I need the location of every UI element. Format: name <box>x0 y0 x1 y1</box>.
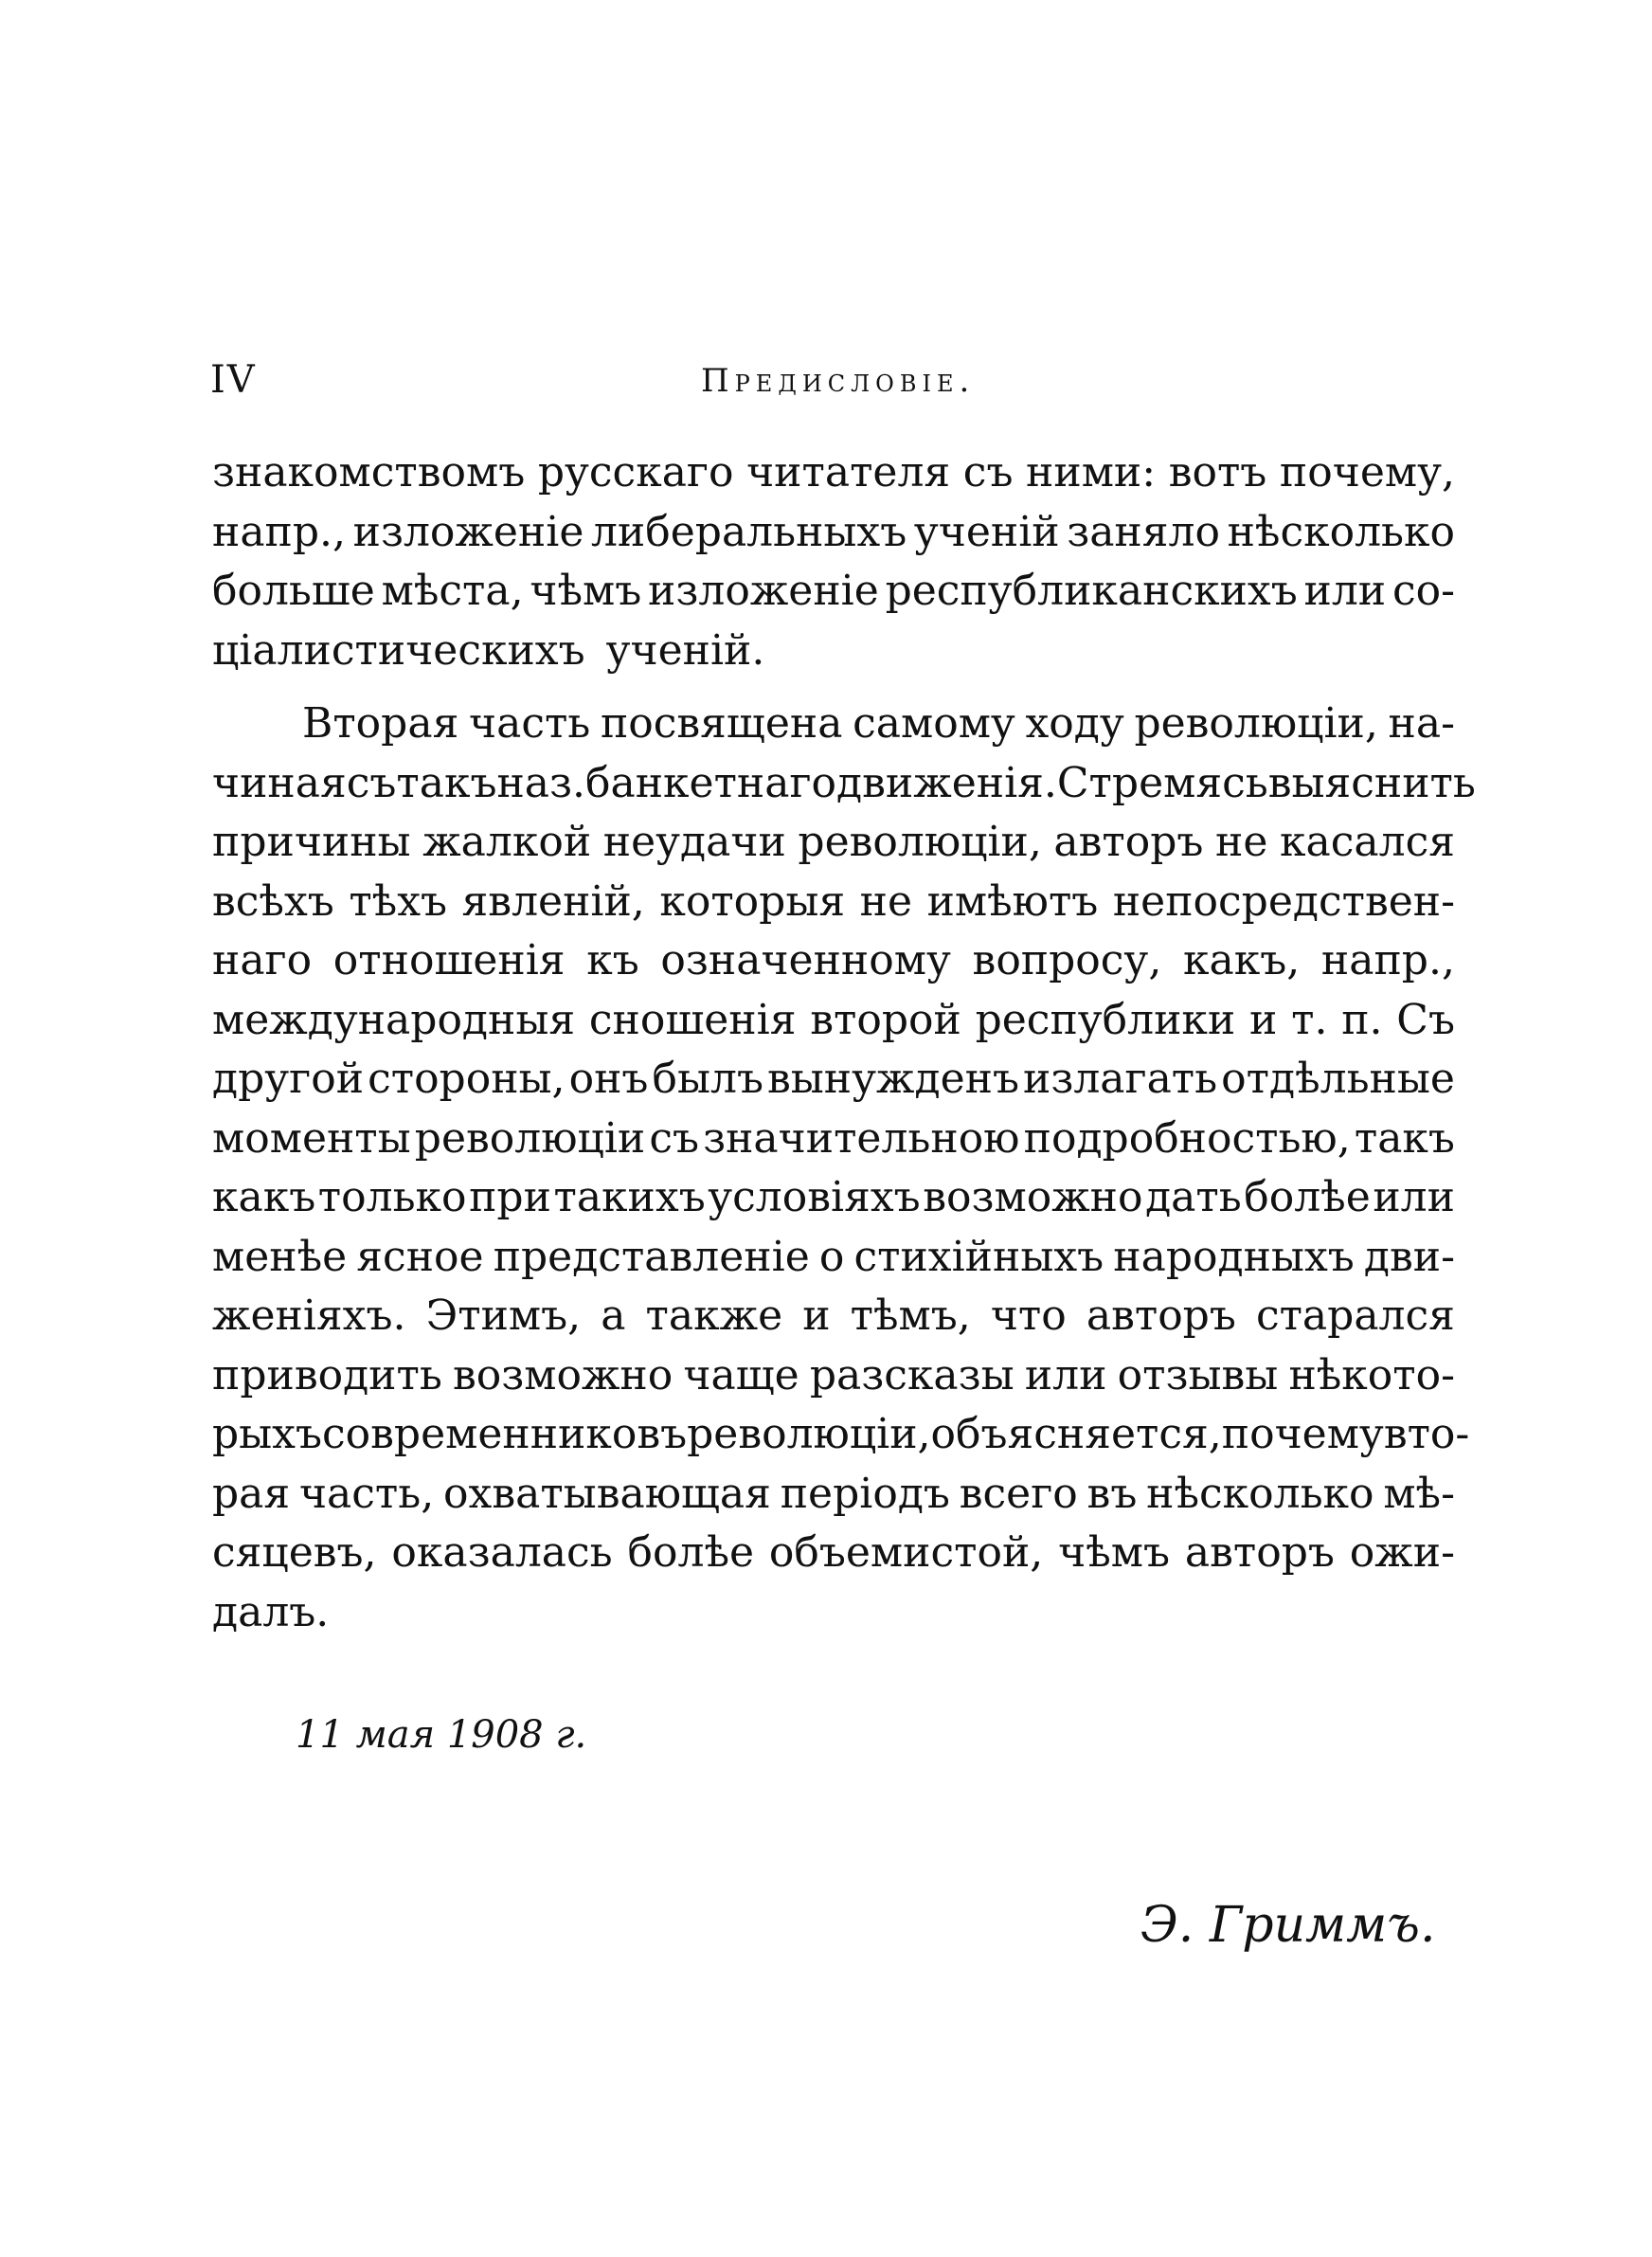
text-line: женіяхъ. Этимъ, а также и тѣмъ, что авторъ старался <box>212 1291 1455 1340</box>
text-line: международныя сношенія второй республики и т. п. Съ <box>212 995 1455 1044</box>
text-line: причины жалкой неудачи революціи, авторъ не касался <box>212 818 1455 866</box>
running-title: Предисловіе. <box>701 362 976 400</box>
body-text <box>212 443 1476 1642</box>
text-line: напр., изложеніе либеральныхъ ученій заняло нѣсколько <box>212 507 1455 556</box>
text-line: чиная съ такъ наз. банкетнаго движенія. Стремясь выяснить <box>212 758 1476 807</box>
text-line: далъ. <box>212 1587 330 1636</box>
text-line: Вторая часть посвящена самому ходу революціи, на- <box>302 699 1455 748</box>
text-line: наго отношенія къ означенному вопросу, какъ, напр., <box>212 936 1455 984</box>
paragraph-2 <box>212 695 1476 1642</box>
text-line: всѣхъ тѣхъ явленій, которыя не имѣютъ непосредствен- <box>212 876 1455 926</box>
text-line: знакомствомъ русскаго читателя съ ними: вотъ почему, <box>212 448 1455 497</box>
text-line: ціалистическихъ ученій. <box>212 625 765 675</box>
text-line: менѣе ясное представленіе о стихійныхъ народныхъ дви- <box>212 1232 1455 1281</box>
text-line: какъ только при такихъ условіяхъ возможно дать болѣе или <box>212 1173 1455 1221</box>
text-line: приводить возможно чаще разсказы или отзывы нѣкото- <box>212 1350 1455 1399</box>
text-line: другой стороны, онъ былъ вынужденъ излагать отдѣльные <box>212 1055 1455 1103</box>
text-line: сяцевъ, оказалась болѣе объемистой, чѣмъ авторъ ожи- <box>212 1528 1455 1577</box>
text-line: моменты революціи съ значительною подробностью, такъ <box>212 1113 1455 1163</box>
paragraph-1 <box>212 443 1455 680</box>
text-line: рыхъ современниковъ революціи, объясняется, почему вто- <box>212 1410 1470 1458</box>
text-line: рая часть, охватывающая періодъ всего въ нѣсколько мѣ- <box>212 1469 1455 1518</box>
text-line: больше мѣста, чѣмъ изложеніе республиканскихъ или со- <box>212 567 1455 615</box>
paragraph-gap <box>212 680 1455 695</box>
date-line: 11 мая 1908 г. <box>296 1713 587 1757</box>
author-signature: Э. Гриммъ. <box>1140 1897 1436 1954</box>
page-number: IV <box>210 358 257 402</box>
